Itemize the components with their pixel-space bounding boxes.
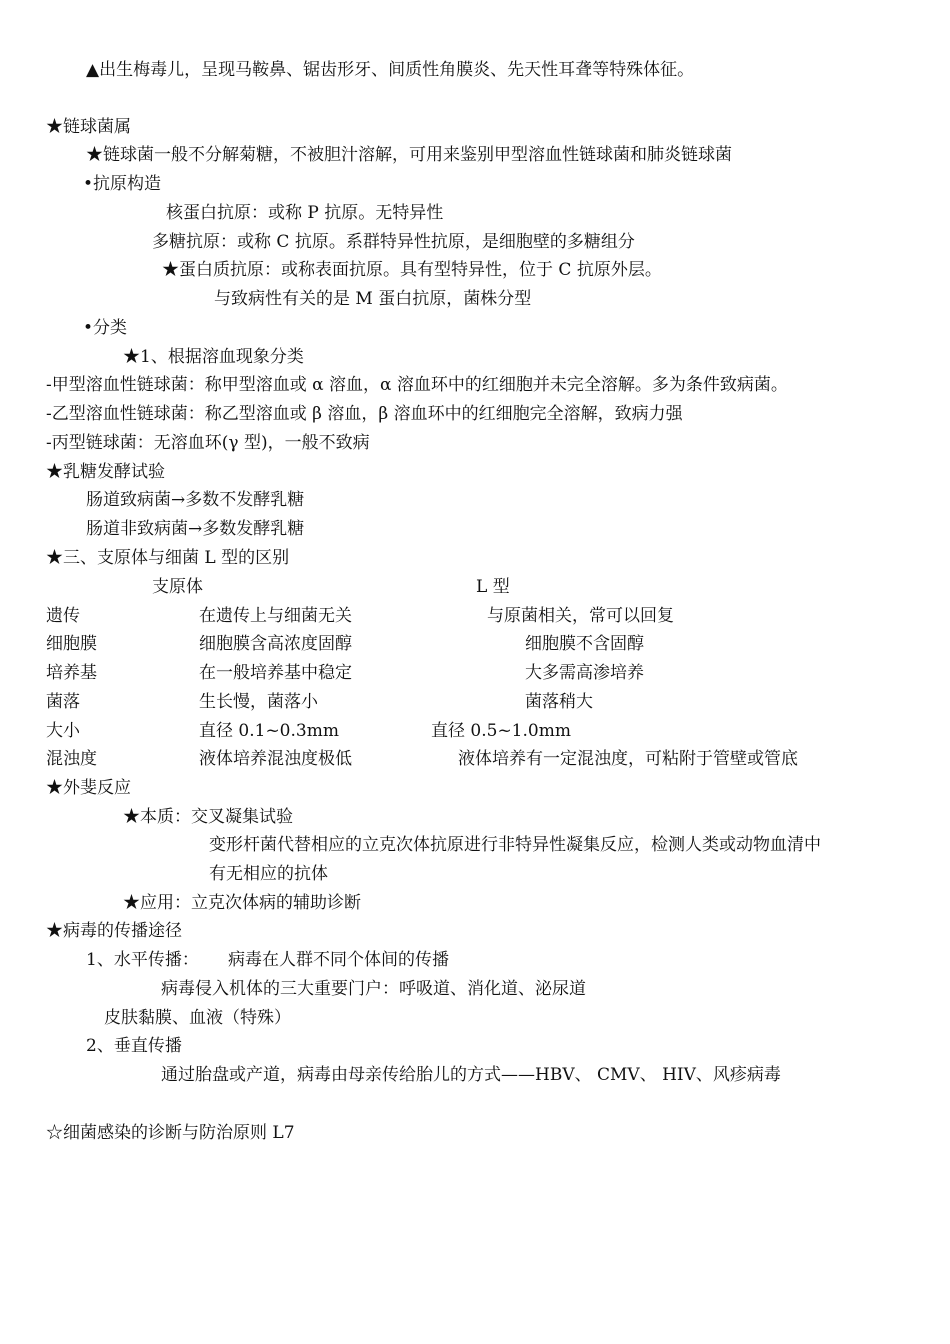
note-weil-felix-application: ★应用：立克次体病的辅助诊断 — [123, 893, 361, 913]
row-label: 大小 — [46, 721, 80, 741]
cell-mycoplasma: 直径 0.1~0.3mm — [199, 721, 339, 741]
heading-mycoplasma-vs-l-form: ★三、支原体与细菌 L 型的区别 — [46, 548, 290, 568]
cell-mycoplasma: 细胞膜含高浓度固醇 — [199, 634, 352, 654]
heading-bacterial-infection-diagnosis: ☆细菌感染的诊断与防治原则 L7 — [46, 1123, 295, 1143]
note-weil-felix-detail-cont: 有无相应的抗体 — [209, 864, 328, 884]
cell-l-form: 大多需高渗培养 — [525, 663, 644, 683]
row-label: 菌落 — [46, 692, 80, 712]
cell-l-form: 细胞膜不含固醇 — [525, 634, 644, 654]
heading-streptococcus: ★链球菌属 — [46, 117, 131, 137]
subheading-classification: •分类 — [83, 318, 128, 338]
note-entry-portals-cont: 皮肤黏膜、血液（特殊） — [104, 1008, 291, 1028]
cell-mycoplasma: 在遗传上与细菌无关 — [199, 606, 352, 626]
note-nucleoprotein-antigen: 核蛋白抗原：或称 P 抗原。无特异性 — [166, 203, 444, 223]
note-entry-portals: 病毒侵入机体的三大重要门户：呼吸道、消化道、泌尿道 — [161, 979, 586, 999]
row-label: 遗传 — [46, 606, 80, 626]
note-gamma: -丙型链球菌：无溶血环(γ 型)，一般不致病 — [46, 433, 370, 453]
note-beta-hemolytic: -乙型溶血性链球菌：称乙型溶血或 β 溶血，β 溶血环中的红细胞完全溶解，致病力强 — [46, 404, 683, 424]
heading-lactose-fermentation: ★乳糖发酵试验 — [46, 462, 165, 482]
note-vertical-transmission: 2、垂直传播 — [86, 1036, 182, 1056]
column-header-mycoplasma: 支原体 — [152, 577, 203, 597]
note-polysaccharide-antigen: 多糖抗原：或称 C 抗原。系群特异性抗原，是细胞壁的多糖组分 — [152, 232, 635, 252]
cell-mycoplasma: 在一般培养基中稳定 — [199, 663, 352, 683]
note-inulin: ★链球菌一般不分解菊糖，不被胆汁溶解，可用来鉴别甲型溶血性链球菌和肺炎链球菌 — [86, 145, 732, 165]
heading-virus-transmission: ★病毒的传播途径 — [46, 921, 182, 941]
column-header-l-form: L 型 — [476, 577, 510, 597]
note-vertical-transmission-desc: 通过胎盘或产道，病毒由母亲传给胎儿的方式——HBV、 CMV、 HIV、风疹病毒 — [161, 1065, 781, 1085]
subheading-antigen-structure: •抗原构造 — [83, 174, 162, 194]
note-protein-antigen: ★蛋白质抗原：或称表面抗原。具有型特异性，位于 C 抗原外层。 — [162, 260, 662, 280]
note-weil-felix-essence: ★本质：交叉凝集试验 — [123, 807, 293, 827]
row-label: 培养基 — [46, 663, 97, 683]
note-m-protein: 与致病性有关的是 M 蛋白抗原，菌株分型 — [214, 289, 532, 309]
note-horizontal-transmission-desc: 病毒在人群不同个体间的传播 — [228, 950, 449, 970]
note-horizontal-transmission: 1、水平传播： — [86, 950, 199, 970]
cell-l-form: 与原菌相关，常可以回复 — [487, 606, 674, 626]
row-label: 混浊度 — [46, 749, 97, 769]
note-pathogenic-bacteria: 肠道致病菌→多数不发酵乳糖 — [86, 490, 305, 510]
note-nonpathogenic-bacteria: 肠道非致病菌→多数发酵乳糖 — [86, 519, 305, 539]
note-alpha-hemolytic: -甲型溶血性链球菌：称甲型溶血或 α 溶血，α 溶血环中的红细胞并未完全溶解。多为条件致病菌。 — [46, 375, 788, 395]
cell-l-form: 液体培养有一定混浊度，可粘附于管壁或管底 — [458, 749, 798, 769]
cell-mycoplasma: 液体培养混浊度极低 — [199, 749, 352, 769]
heading-weil-felix: ★外斐反应 — [46, 778, 131, 798]
note-hemolysis-classification: ★1、根据溶血现象分类 — [123, 347, 304, 367]
cell-l-form: 直径 0.5~1.0mm — [431, 721, 571, 741]
row-label: 细胞膜 — [46, 634, 97, 654]
cell-mycoplasma: 生长慢，菌落小 — [199, 692, 318, 712]
cell-l-form: 菌落稍大 — [525, 692, 593, 712]
note-weil-felix-detail: 变形杆菌代替相应的立克次体抗原进行非特异性凝集反应，检测人类或动物血清中 — [209, 835, 821, 855]
note-congenital-syphilis: ▲出生梅毒儿，呈现马鞍鼻、锯齿形牙、间质性角膜炎、先天性耳聋等特殊体征。 — [86, 60, 695, 80]
